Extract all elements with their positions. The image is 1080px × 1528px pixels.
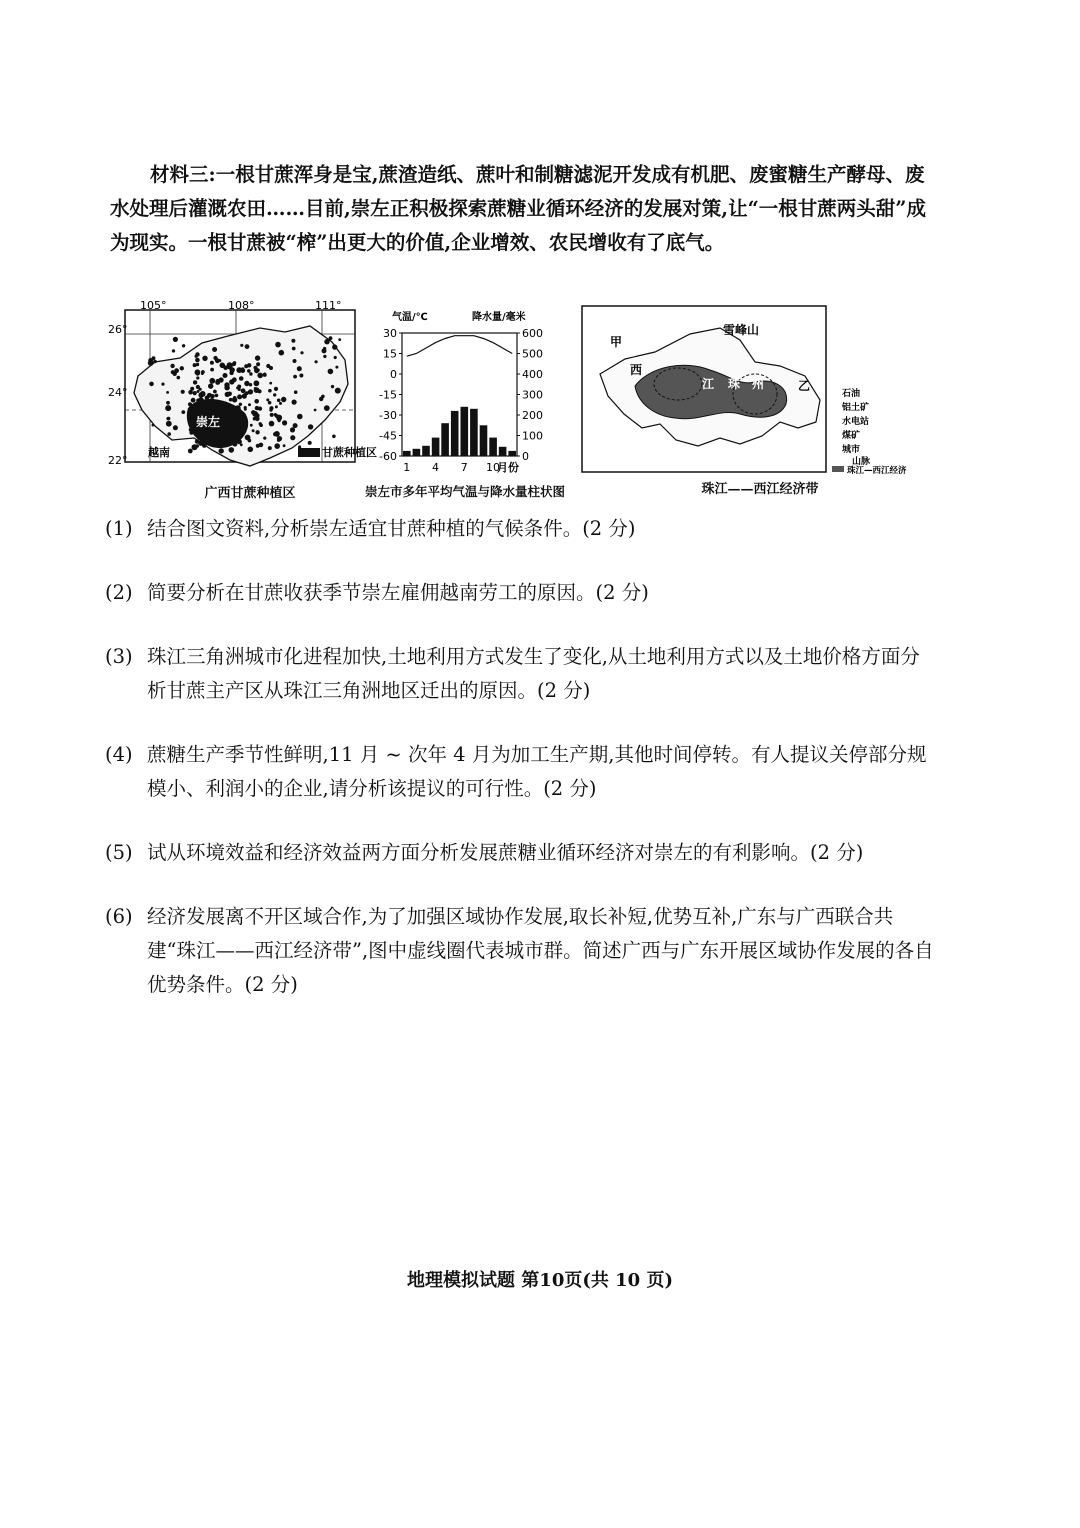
sugarcane-dot: [269, 408, 272, 411]
sugarcane-dot: [245, 344, 250, 349]
question-number: (6): [105, 905, 133, 928]
precip-bar: [432, 438, 440, 456]
sugarcane-dot: [213, 390, 217, 394]
x-axis-label: 月份: [497, 461, 519, 474]
sugarcane-dot: [248, 389, 253, 394]
precip-bar: [403, 451, 411, 456]
place-chongzuo: 崇左: [196, 415, 221, 429]
question-6: [105, 900, 935, 1002]
question-number: (2): [105, 581, 133, 604]
sugarcane-dot: [299, 374, 303, 378]
sugarcane-dot: [254, 387, 257, 390]
sugarcane-dot: [297, 366, 302, 371]
sugarcane-dot: [229, 447, 235, 453]
sugarcane-dot: [165, 405, 171, 411]
sugarcane-dot: [293, 423, 298, 428]
guangxi-sugarcane-map: [108, 298, 377, 473]
sugarcane-dot: [268, 446, 272, 450]
sugarcane-dot: [247, 369, 251, 373]
sugarcane-dot: [252, 429, 255, 432]
label-jiang: 江: [702, 377, 715, 391]
sugarcane-dot: [255, 413, 260, 418]
question-number: (3): [105, 645, 133, 668]
sugarcane-dot: [197, 390, 200, 393]
question-5: [105, 836, 935, 870]
sugarcane-dot: [240, 344, 243, 347]
sugarcane-dot: [210, 361, 214, 365]
sugarcane-dot: [293, 375, 297, 379]
sugarcane-dot: [212, 347, 217, 352]
lon-label-105: 105°: [140, 299, 167, 312]
sugarcane-dot: [297, 414, 303, 420]
sugarcane-dot: [332, 344, 337, 349]
sugarcane-dot: [173, 425, 178, 430]
sugarcane-dot: [248, 403, 251, 406]
sugarcane-dot: [257, 369, 260, 372]
material-text: 一根甘蔗浑身是宝,蔗渣造纸、蔗叶和制糖滤泥开发成有机肥、废蜜糖生产酵母、废水处理后灌溉农田……目前,崇左正积极探索蔗糖业循环经济的发展对策,让“一根甘蔗两头甜”成为现实。一根甘蔗被“榨”出更大的价值,企业增效、农民增收有了底气。: [110, 163, 927, 254]
lat-label-26: 26°: [108, 323, 128, 336]
sugarcane-dot: [292, 347, 296, 351]
sugarcane-dot: [244, 364, 248, 368]
sugarcane-dot: [201, 370, 205, 374]
sugarcane-dot: [274, 443, 280, 449]
sugarcane-dot: [166, 391, 169, 394]
sugarcane-dot: [196, 376, 199, 379]
sugarcane-dot: [255, 355, 260, 360]
figure-row: [110, 298, 930, 508]
sugarcane-dot: [215, 380, 220, 385]
question-number: (5): [105, 841, 133, 864]
sugarcane-dot: [244, 381, 249, 386]
precip-bar: [499, 447, 507, 456]
caption-map1: 广西甘蔗种植区: [204, 486, 296, 501]
sugarcane-dot: [308, 424, 313, 429]
question-list: [105, 512, 935, 1032]
sugarcane-dot: [324, 405, 330, 411]
sugarcane-dot: [182, 344, 185, 347]
sugarcane-dot: [191, 398, 196, 403]
right-tick-label: 500: [522, 347, 543, 361]
sugarcane-dot: [166, 401, 170, 405]
question-2: [105, 576, 935, 610]
sugarcane-dot: [290, 435, 295, 440]
sugarcane-dot: [251, 410, 256, 415]
sugarcane-dot: [257, 373, 263, 379]
sugarcane-dot: [277, 399, 281, 403]
right-tick-label: 100: [522, 429, 543, 443]
sugarcane-dot: [254, 399, 259, 404]
sugarcane-dot: [266, 364, 270, 368]
sugarcane-dot: [324, 339, 329, 344]
sugarcane-dot: [308, 441, 312, 445]
sugarcane-dot: [266, 398, 269, 401]
sugarcane-dot: [202, 356, 207, 361]
sugarcane-dot: [170, 364, 174, 368]
sugarcane-dot: [181, 390, 185, 394]
sugarcane-dot: [274, 387, 278, 391]
sugarcane-dot: [223, 373, 228, 378]
x-tick-label: 7: [460, 461, 468, 474]
sugarcane-dot: [239, 403, 242, 406]
climate-chart: [372, 298, 552, 476]
sugarcane-dot: [300, 351, 303, 354]
lon-label-111: 111°: [315, 299, 342, 312]
precip-bar: [508, 451, 516, 456]
sugarcane-dot: [209, 385, 213, 389]
sugarcane-dot: [292, 400, 297, 405]
legend-city: 城市: [842, 445, 861, 455]
left-tick-label: -30: [379, 409, 397, 422]
legend-belt-swatch: [832, 466, 844, 472]
question-3: [105, 640, 935, 708]
sugarcane-dot: [174, 368, 179, 373]
sugarcane-dot: [273, 393, 276, 396]
label-zhou: 州: [752, 377, 765, 391]
sugarcane-dot: [322, 348, 327, 353]
precip-bar: [422, 446, 430, 456]
sugarcane-dot: [236, 367, 242, 373]
sugarcane-dot: [314, 409, 317, 412]
x-tick-label: 4: [432, 461, 439, 474]
sugarcane-dot: [209, 378, 215, 384]
sugarcane-dot: [275, 342, 281, 348]
sugarcane-dot: [248, 447, 254, 453]
sugarcane-dot: [319, 397, 323, 401]
sugarcane-dot: [173, 337, 178, 342]
sugarcane-dot: [180, 366, 184, 370]
sugarcane-dot: [270, 413, 274, 417]
sugarcane-dot: [229, 398, 233, 402]
sugarcane-dot: [148, 360, 154, 366]
sugarcane-dot: [237, 385, 241, 389]
sugarcane-dot: [188, 449, 193, 454]
question-text: 蔗糖生产季节性鲜明,11 月 ~ 次年 4 月为加工生产期,其他时间停转。有人提议关停部分规模小、利润小的企业,请分析该提议的可行性。(2 分): [147, 743, 927, 800]
sugarcane-dot: [329, 336, 333, 340]
question-number: (4): [105, 743, 133, 766]
sugarcane-dot: [315, 360, 318, 363]
sugarcane-dot: [269, 421, 275, 427]
sugarcane-dot: [225, 392, 230, 397]
sugarcane-dot: [229, 371, 233, 375]
sugarcane-dot: [195, 358, 200, 363]
precip-bar: [451, 411, 459, 456]
left-axis-title: 气温/℃: [392, 312, 428, 323]
precip-bar: [461, 407, 469, 456]
sugarcane-dot: [177, 376, 181, 380]
legend-hydro: 水电站: [842, 417, 870, 427]
sugarcane-dot: [195, 352, 199, 356]
sugarcane-dot: [188, 390, 193, 395]
sugarcane-dot: [279, 350, 285, 356]
right-tick-label: 0: [522, 450, 529, 463]
sugarcane-dot: [268, 389, 272, 393]
sugarcane-dot: [153, 360, 157, 364]
sugarcane-dot: [277, 439, 280, 442]
sugarcane-dot: [200, 391, 206, 397]
precip-bar: [413, 449, 421, 456]
sugarcane-dot: [323, 355, 326, 358]
sugarcane-dot: [331, 385, 334, 388]
sugarcane-dot: [215, 394, 219, 398]
sugarcane-dot: [338, 338, 341, 341]
left-tick-label: 0: [390, 368, 397, 381]
sugarcane-dot: [195, 444, 199, 448]
sugarcane-dot: [241, 388, 246, 393]
left-tick-label: -60: [379, 450, 397, 463]
question-text: 简要分析在甘蔗收获季节崇左雇佣越南劳工的原因。(2 分): [147, 581, 649, 604]
sugarcane-dot: [193, 391, 197, 395]
question-text: 结合图文资料,分析崇左适宜甘蔗种植的气候条件。(2 分): [147, 517, 636, 540]
sugarcane-dot: [215, 358, 219, 362]
material-label: 材料三:: [150, 163, 216, 186]
sugarcane-dot: [283, 444, 286, 447]
left-tick-label: 30: [383, 327, 397, 340]
sugarcane-dot: [263, 373, 267, 377]
left-tick-label: -45: [379, 429, 397, 443]
sugarcane-dot: [167, 432, 171, 436]
sugarcane-dot: [152, 424, 155, 427]
label-xi: 西: [630, 363, 643, 377]
question-text: 试从环境效益和经济效益两方面分析发展蔗糖业循环经济对崇左的有利影响。(2 分): [147, 841, 864, 864]
question-number: (1): [105, 517, 133, 540]
sugarcane-dot: [245, 435, 251, 441]
material-three: [110, 158, 930, 260]
sugarcane-dot: [249, 372, 252, 375]
sugarcane-dot: [161, 383, 164, 386]
sugarcane-dot: [255, 430, 259, 434]
sugarcane-dot: [166, 421, 172, 427]
question-text: 经济发展离不开区域合作,为了加强区域协作发展,取长补短,优势互补,广东与广西联合共建“珠江——西江经济带”,图中虚线圈代表城市群。简述广西与广东开展区域协作发展的各自优势条件。(2 分): [147, 905, 934, 996]
sugarcane-dot: [224, 385, 229, 390]
sugarcane-dot: [172, 349, 175, 352]
sugarcane-dot: [334, 356, 337, 359]
left-tick-label: -15: [379, 388, 397, 402]
sugarcane-dot: [328, 369, 334, 375]
sugarcane-dot: [279, 402, 282, 405]
question-1: [105, 512, 935, 546]
sugarcane-dot: [195, 369, 201, 375]
sugarcane-dot: [256, 444, 260, 448]
label-yi: 乙: [798, 379, 811, 393]
caption-map2: 珠江——西江经济带: [701, 482, 819, 497]
lon-label-108: 108°: [228, 299, 255, 312]
sugarcane-dot: [263, 437, 266, 440]
right-tick-label: 200: [522, 409, 543, 422]
place-vietnam: 越南: [148, 446, 170, 459]
sugarcane-dot: [167, 417, 171, 421]
sugarcane-dot: [181, 410, 185, 414]
sugarcane-dot: [294, 390, 298, 394]
sugarcane-dot: [219, 448, 224, 453]
sugarcane-dot: [335, 366, 338, 369]
lat-label-22: 22°: [108, 454, 128, 467]
sugarcane-dot: [293, 359, 297, 363]
chart-axes: [399, 333, 520, 456]
sugarcane-dot: [332, 435, 336, 439]
legend-oil: 石油: [842, 389, 861, 399]
precip-bar: [480, 425, 488, 456]
sugarcane-dot: [229, 379, 234, 384]
sugarcane-dot: [250, 424, 253, 427]
label-jia: 甲: [610, 335, 623, 349]
sugarcane-dot: [237, 394, 242, 399]
left-tick-label: 15: [383, 347, 397, 361]
legend-mountain: 山脉: [852, 457, 871, 467]
sugarcane-dot: [276, 415, 282, 421]
sugarcane-dot: [193, 380, 197, 384]
sugarcane-dot: [239, 376, 244, 381]
sugarcane-dot: [259, 422, 262, 425]
precip-bar: [470, 409, 478, 456]
precip-bars: [403, 407, 516, 456]
x-tick-label: 1: [403, 461, 411, 474]
sugarcane-dot: [209, 394, 212, 397]
sugarcane-dot: [281, 397, 286, 402]
sugarcane-dot: [244, 406, 247, 409]
question-4: [105, 738, 935, 806]
sugarcane-dot: [268, 401, 272, 405]
legend-belt: 珠江—西江经济: [847, 466, 907, 476]
sugarcane-dot: [193, 363, 197, 367]
precip-bar: [489, 438, 497, 456]
sugarcane-dot: [258, 407, 262, 411]
sugarcane-dot: [223, 366, 228, 371]
right-tick-label: 400: [522, 368, 543, 381]
right-tick-label: 600: [522, 327, 543, 340]
sugarcane-dot: [256, 362, 260, 366]
right-tick-label: 300: [522, 388, 543, 402]
temperature-curve: [407, 336, 512, 357]
page-footer: 地理模拟试题 第10页(共 10 页): [407, 1270, 673, 1291]
label-xuefeng: 雪峰山: [723, 323, 760, 337]
sugarcane-dot: [199, 388, 202, 391]
sugarcane-dot: [232, 398, 237, 403]
legend-swatch: [298, 448, 320, 457]
pearl-xijiang-map: [580, 304, 930, 476]
sugarcane-dot: [210, 368, 214, 372]
caption-chart: 崇左市多年平均气温与降水量柱状图: [364, 484, 565, 499]
legend-bauxite: 铝土矿: [842, 403, 870, 413]
sugarcane-dot: [269, 382, 272, 385]
sugarcane-dot: [254, 380, 260, 386]
right-axis-title: 降水量/毫米: [472, 312, 526, 323]
x-tick-label: 10: [486, 461, 500, 474]
label-zhu: 珠: [728, 377, 741, 391]
sugarcane-dot: [291, 339, 295, 343]
precip-bar: [441, 423, 449, 456]
map2-legend: [832, 387, 907, 476]
sugarcane-dot: [149, 382, 154, 387]
sugarcane-dot: [282, 420, 287, 425]
sugarcane-dot: [335, 388, 341, 394]
sugarcane-dot: [275, 405, 278, 408]
sugarcane-dot: [290, 427, 295, 432]
sugarcane-dot: [241, 367, 244, 370]
question-text: 珠江三角洲城市化进程加快,土地利用方式发生了变化,从土地利用方式以及土地价格方面分析甘蔗主产区从珠江三角洲地区迁出的原因。(2 分): [147, 645, 920, 702]
legend-sugarcane: 甘蔗种植区: [322, 446, 377, 459]
sugarcane-dot: [274, 431, 280, 437]
lat-label-24: 24°: [108, 386, 128, 399]
legend-coal: 煤矿: [842, 431, 861, 441]
sugarcane-dot: [218, 359, 221, 362]
